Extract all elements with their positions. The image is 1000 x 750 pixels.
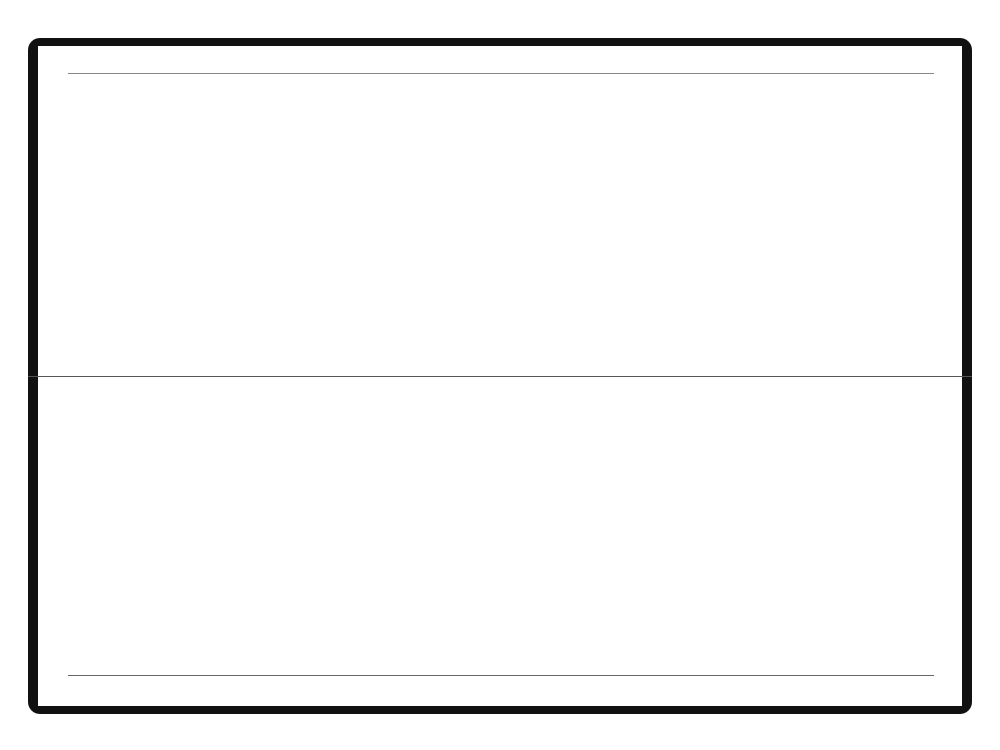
spiral-wire [28, 376, 972, 377]
spiral-binding [38, 358, 962, 398]
top-rule [68, 73, 934, 74]
planner-page [38, 46, 962, 706]
bottom-rule [68, 675, 934, 676]
